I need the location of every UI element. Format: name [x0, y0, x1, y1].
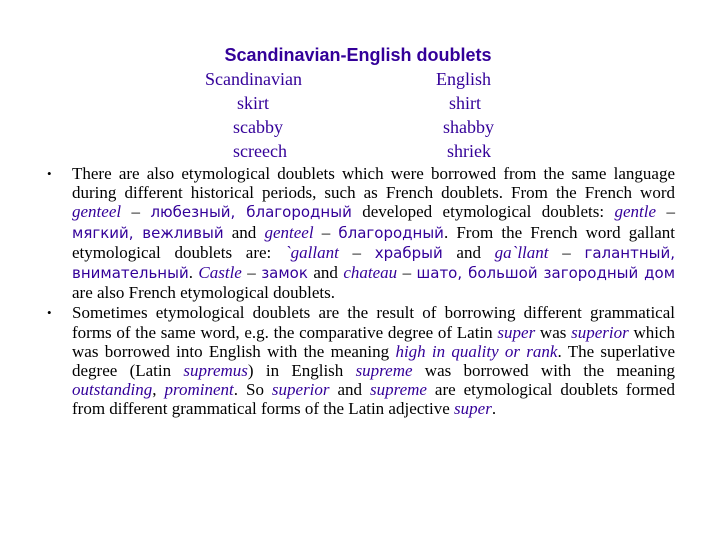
term: genteel — [72, 202, 122, 222]
bullet-item — [47, 303, 675, 418]
text-run: , — [152, 380, 165, 400]
text-run: and — [223, 222, 265, 242]
text-run: – — [656, 202, 675, 222]
doublet-scandinavian: screech — [233, 141, 287, 161]
text-run: developed etymological doublets: — [351, 202, 615, 222]
bullet-marker: • — [47, 305, 52, 321]
column-header-english: English — [436, 69, 492, 89]
russian-gloss: благородный — [338, 223, 444, 242]
doublet-scandinavian: scabby — [233, 117, 283, 137]
text-run: and — [329, 380, 370, 400]
text-run: . — [188, 263, 199, 283]
text-run: – — [338, 242, 375, 262]
text-run: and — [307, 263, 344, 283]
bullet-marker: • — [47, 166, 52, 181]
text-run: and — [442, 242, 495, 262]
slide-title: Scandinavian-English doublets — [224, 45, 492, 65]
term: genteel — [264, 222, 314, 242]
term: superior — [571, 322, 629, 342]
russian-gloss: любезный, благородный — [150, 203, 352, 222]
bullet-text — [72, 303, 675, 418]
doublet-english: shriek — [447, 141, 491, 161]
text-run: was borrowed with the meaning — [412, 361, 675, 381]
text-run: – — [397, 263, 417, 283]
russian-gloss: храбрый — [374, 243, 443, 262]
russian-gloss: галантный, внимательный — [72, 243, 676, 283]
term: supreme — [370, 380, 427, 400]
term: chateau — [343, 263, 398, 283]
text-run: – — [548, 242, 585, 262]
text-run: . — [491, 399, 497, 419]
text-run: ) in English — [247, 361, 356, 381]
text-run: . So — [233, 380, 272, 400]
term: outstanding — [72, 380, 153, 400]
russian-gloss: шато, большой загородный дом — [416, 264, 676, 283]
term: Castle — [198, 263, 242, 283]
bullet-text — [72, 164, 675, 302]
term: `gallant — [284, 242, 339, 262]
term: ga`llant — [494, 242, 549, 262]
term: high in quality or rank — [395, 341, 558, 361]
doublet-english: shirt — [449, 93, 482, 113]
text-run: There are also etymological doublets which were borrowed from the same language during different historical periods, such as French doublets. From the French word — [72, 164, 675, 203]
doublet-scandinavian: skirt — [237, 93, 270, 113]
term: gentle — [614, 202, 657, 222]
text-run: – — [241, 263, 262, 283]
text-run: which was borrowed into English with the meaning — [72, 322, 675, 361]
term: superior — [271, 380, 330, 400]
text-run: Sometimes etymological doublets are the result of borrowing different grammatical forms of the same word, e.g. the comparative degree of Latin — [72, 303, 675, 342]
bullet-item — [47, 164, 675, 302]
russian-gloss: мягкий, вежливый — [72, 223, 224, 242]
text-run: – — [121, 202, 151, 222]
text-run: are etymological doublets formed from different grammatical forms of the Latin adjective — [72, 380, 676, 419]
russian-gloss: замок — [261, 264, 308, 283]
term: super — [454, 399, 492, 419]
bullet-list — [47, 164, 675, 419]
doublet-english: shabby — [443, 117, 494, 137]
term: super — [497, 322, 536, 342]
term: supremus — [183, 361, 248, 381]
text-run: . From the French word gallant etymological doublets are: — [72, 222, 676, 262]
text-run: are also French etymological doublets. — [72, 283, 335, 303]
term: supreme — [355, 361, 413, 381]
column-header-scandinavian: Scandinavian — [205, 69, 302, 89]
text-run: – — [313, 222, 339, 242]
text-run: was — [535, 322, 572, 342]
text-run: . The superlative degree (Latin — [72, 341, 675, 381]
term: prominent — [164, 380, 234, 400]
